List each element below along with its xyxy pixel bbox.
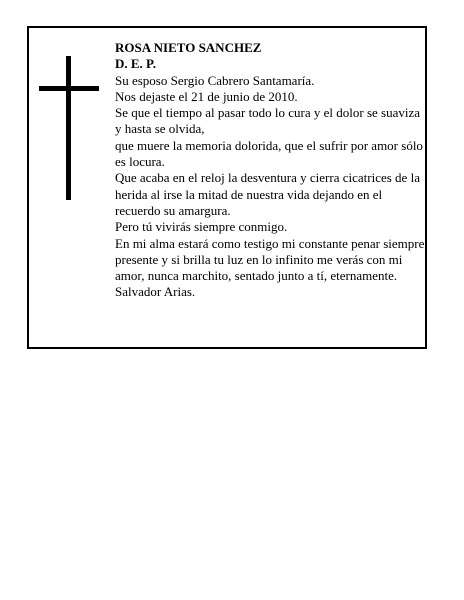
cross-icon xyxy=(39,56,99,200)
poem-author: Salvador Arias. xyxy=(115,284,196,300)
cross-vertical-bar xyxy=(66,56,71,200)
poem-line-2: que muere la memoria dolorida, que el sufrir por amor sólo es locura. xyxy=(115,137,423,170)
notice-text xyxy=(115,40,425,301)
rest-in-peace: D. E. P. xyxy=(115,56,157,72)
deceased-name: ROSA NIETO SANCHEZ xyxy=(115,40,262,55)
obituary-notice xyxy=(27,26,427,349)
poem-line-4: Pero tú vivirás siempre conmigo. xyxy=(115,219,288,235)
poem-line-3: Que acaba en el reloj la desventura y cierra cicatrices de la herida al irse la mitad de nuestra vida dejando en el recuerdo su amargura. xyxy=(115,170,420,218)
cross-horizontal-bar xyxy=(39,86,99,91)
notice-line-spouse: Su esposo Sergio Cabrero Santamaría. xyxy=(115,72,315,88)
poem-line-5: En mi alma estará como testigo mi constante penar siempre presente y si brilla tu luz en lo infinito me verás con mi amor, nunca marchito, sentado junto a tí, eternamente. xyxy=(115,235,425,284)
notice-line-date: Nos dejaste el 21 de junio de 2010. xyxy=(115,88,298,104)
poem-line-1: Se que el tiempo al pasar todo lo cura y el dolor se suaviza y hasta se olvida, xyxy=(115,105,421,137)
